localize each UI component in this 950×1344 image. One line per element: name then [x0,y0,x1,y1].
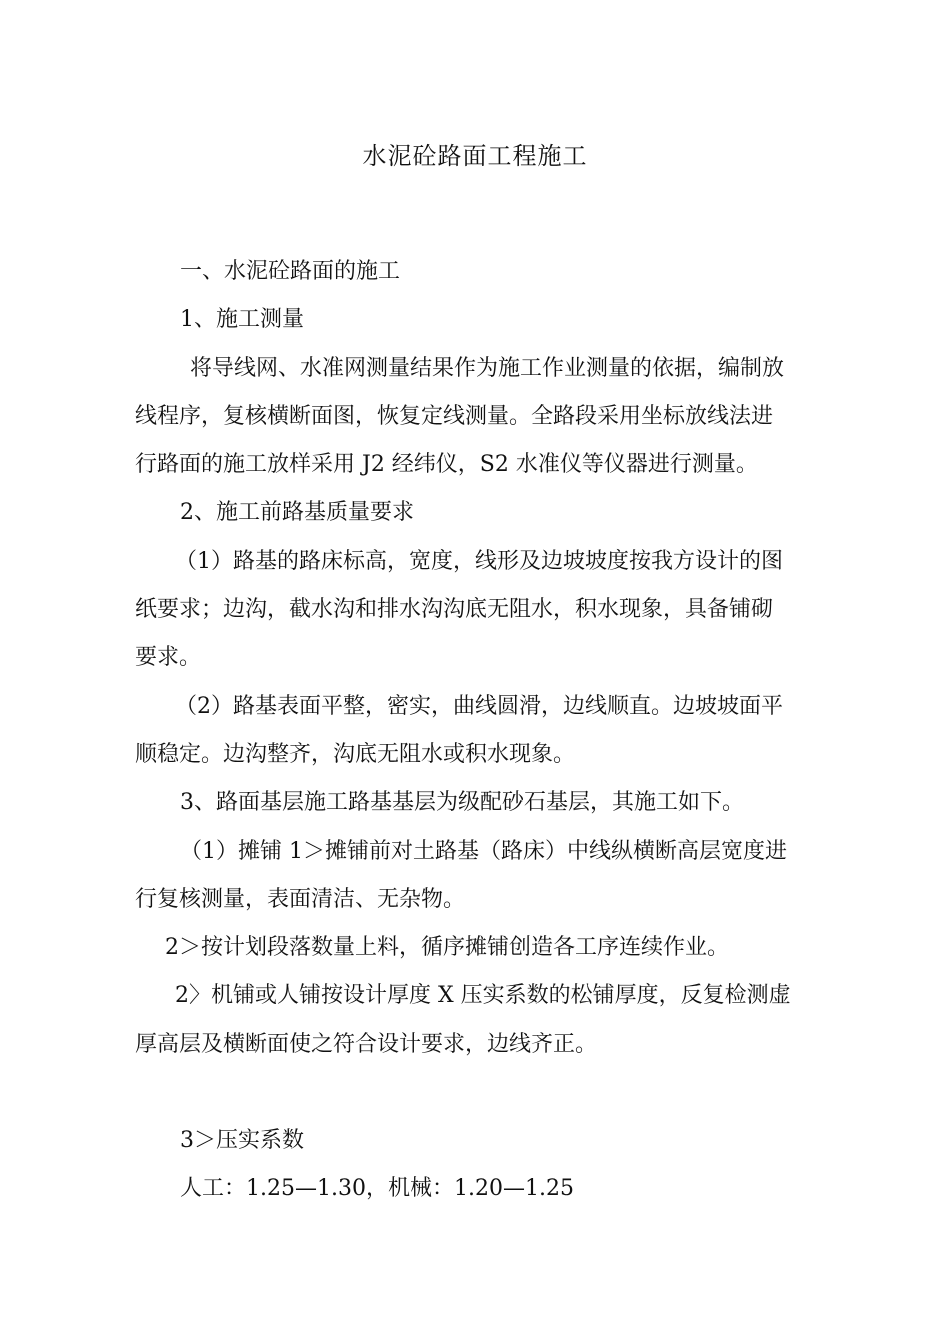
paragraph-line: 线程序，复核横断面图，恢复定线测量。全路段采用坐标放线法进 [135,403,774,429]
section-heading: 一、水泥砼路面的施工 [180,259,401,284]
paragraph-line: 行复核测量，表面清洁、无杂物。 [135,886,466,912]
paragraph-line: 纸要求；边沟，截水沟和排水沟沟底无阻水，积水现象，具备铺砌 [135,597,774,623]
document-body [135,255,835,1221]
paragraph-line: 行路面的施工放样采用 J2 经纬仪，S2 水准仪等仪器进行测量。 [135,452,758,478]
paragraph-line: 要求。 [135,645,202,671]
subsection-heading: 2、施工前路基质量要求 [180,500,414,526]
paragraph-line: 2〉机铺或人铺按设计厚度 X 压实系数的松铺厚度，反复检测虚 [175,983,791,1009]
paragraph-line: 人工：1.25—1.30，机械：1.20—1.25 [180,1176,574,1202]
paragraph-line: 2＞按计划段落数量上料，循序摊铺创造各工序连续作业。 [165,935,729,961]
subsection-heading: 3、路面基层施工路基基层为级配砂石基层，其施工如下。 [180,790,744,816]
document-title: 水泥砼路面工程施工 [362,142,588,170]
paragraph-line: （1）摊铺 1＞摊铺前对土路基（路床）中线纵横断高层宽度进 [180,838,787,864]
subsection-heading: 1、施工测量 [180,307,304,333]
paragraph-gap [135,1076,835,1124]
paragraph-line: 厚高层及横断面使之符合设计要求，边线齐正。 [135,1031,598,1057]
paragraph-line: （2）路基表面平整，密实，曲线圆滑，边线顺直。边坡坡面平 [175,693,783,719]
paragraph-line: 将导线网、水准网测量结果作为施工作业测量的依据，编制放 [190,355,785,381]
paragraph-line: （1）路基的路床标高，宽度，线形及边坡坡度按我方设计的图 [175,548,783,574]
paragraph-line: 顺稳定。边沟整齐，沟底无阻水或积水现象。 [135,741,576,767]
paragraph-line: 3＞压实系数 [180,1128,304,1154]
